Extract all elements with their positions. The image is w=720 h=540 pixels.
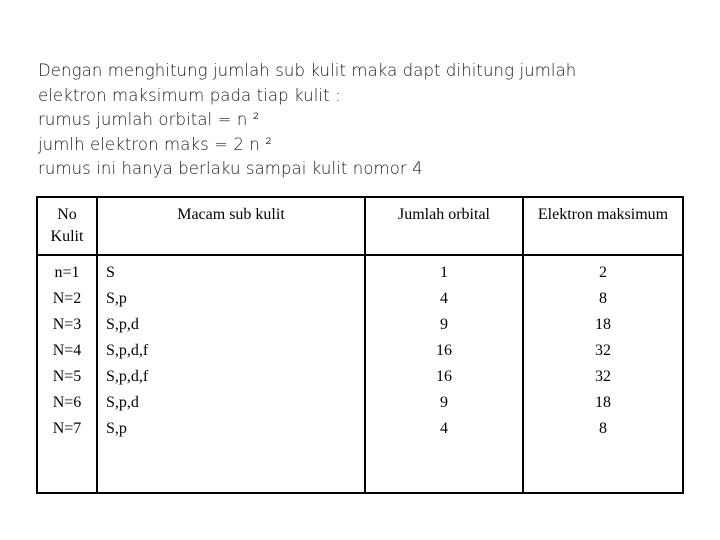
cell-jumlah-orbital: 4	[440, 290, 448, 307]
cell-elektron-maksimum: 32	[595, 368, 611, 385]
cell-macam-sub-kulit: S	[106, 264, 115, 281]
cell-macam-sub-kulit: S,p,d,f	[106, 342, 149, 359]
intro-line-2: elektron maksimum pada tiap kulit :	[38, 85, 341, 105]
cell-macam-sub-kulit: S,p	[106, 420, 127, 437]
cell-no-kulit: N=5	[52, 368, 82, 385]
cell-no-kulit: n=1	[54, 264, 80, 281]
cell-elektron-maksimum: 18	[595, 316, 611, 333]
header-elektron-maksimum: Elektron maksimum	[537, 206, 669, 223]
cell-jumlah-orbital: 1	[440, 264, 448, 281]
cell-jumlah-orbital: 9	[440, 394, 448, 411]
header-no-kulit	[38, 204, 96, 248]
cell-elektron-maksimum: 8	[599, 420, 607, 437]
cell-no-kulit: N=3	[52, 316, 82, 333]
intro-text	[38, 59, 698, 182]
intro-line-1: Dengan menghitung jumlah sub kulit maka dapt dihitung jumlah	[38, 61, 577, 80]
cell-jumlah-orbital: 16	[436, 342, 452, 359]
intro-line-4: jumlh elektron maks = 2 n ²	[38, 134, 272, 154]
cell-macam-sub-kulit: S,p,d	[106, 394, 139, 411]
cell-elektron-maksimum: 32	[595, 342, 611, 359]
cell-jumlah-orbital: 9	[440, 316, 448, 333]
cell-macam-sub-kulit: S,p,d,f	[106, 368, 149, 385]
cell-no-kulit: N=6	[52, 394, 82, 411]
cell-macam-sub-kulit: S,p,d	[106, 316, 139, 333]
column-divider-1	[96, 198, 98, 492]
intro-line-3: rumus jumlah orbital = n ²	[38, 110, 260, 129]
cell-elektron-maksimum: 18	[595, 394, 611, 411]
header-divider	[38, 254, 682, 256]
header-no-line1: No	[57, 206, 77, 223]
cell-jumlah-orbital: 4	[440, 420, 448, 437]
cell-elektron-maksimum: 2	[599, 264, 607, 281]
cell-no-kulit: N=7	[52, 420, 82, 437]
header-macam-sub-kulit: Macam sub kulit	[177, 206, 285, 223]
cell-jumlah-orbital: 16	[436, 368, 452, 385]
cell-elektron-maksimum: 8	[599, 290, 607, 307]
column-elektron-maksimum	[524, 260, 682, 442]
cell-no-kulit: N=2	[52, 290, 82, 307]
header-jumlah-orbital: Jumlah orbital	[398, 206, 490, 223]
header-no-line2: Kulit	[50, 228, 84, 245]
column-macam-sub-kulit	[106, 260, 356, 442]
cell-macam-sub-kulit: S,p	[106, 290, 127, 307]
column-jumlah-orbital	[366, 260, 522, 442]
cell-no-kulit: N=4	[52, 342, 82, 359]
column-no-kulit	[38, 260, 96, 442]
shell-table	[36, 196, 684, 494]
intro-line-5: rumus ini hanya berlaku sampai kulit nomor 4	[38, 159, 423, 178]
